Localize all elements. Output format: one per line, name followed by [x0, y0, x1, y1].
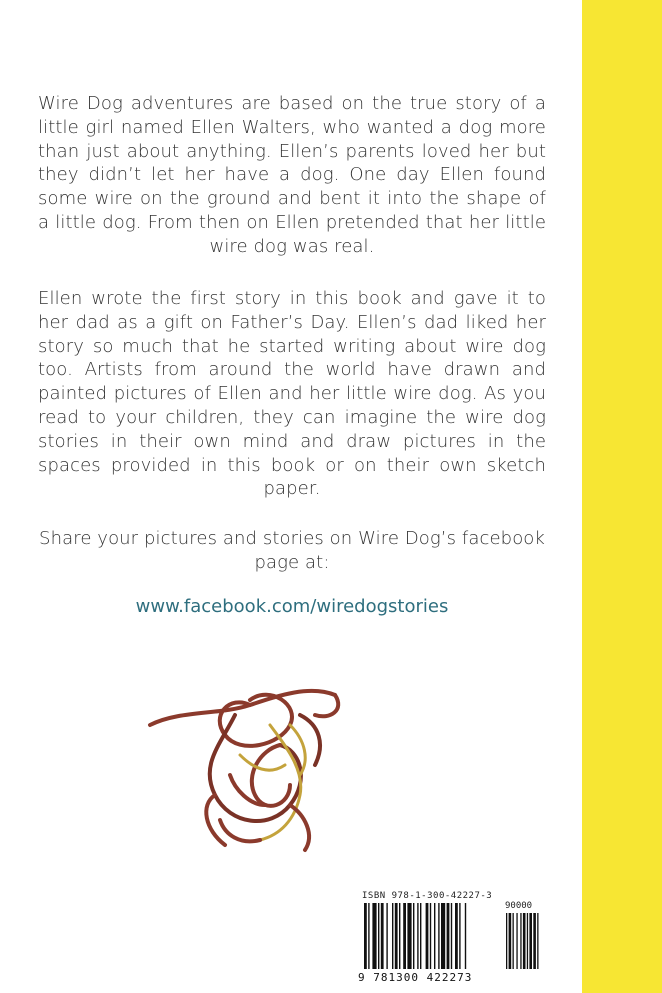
barcode-bar — [392, 903, 393, 969]
barcode-bar — [455, 903, 458, 969]
barcode-bar — [368, 903, 369, 969]
addon-bar — [513, 913, 514, 969]
barcode-bar — [420, 903, 421, 969]
intro-paragraph: Wire Dog adventures are based on the true story of a little girl named Ellen Walters, who wanted a dog more than just about anything. Ellen’s parents loved her but they didn’t let her have a dog. One day Ellen found some wire on the ground and bent it into the shape of a little dog. From then on Ellen pretended that her little wire dog was real. — [38, 93, 546, 257]
barcode-bar — [364, 903, 367, 969]
isbn-label: ISBN 978-1-300-42227-3 — [362, 891, 493, 901]
barcode-bar — [413, 903, 414, 969]
addon-bar — [533, 913, 536, 969]
barcode-bar — [386, 903, 387, 969]
barcode-bar — [372, 903, 376, 969]
story-paragraph: Ellen wrote the first story in this book and gave it to her dad as a gift on Father’s Day. Ellen’s dad liked her story so much that he started writing about wire dog too. Artists from around the world have drawn and painted pictures of Ellen and her little wire dog. As you read to your children, they can imagine the wire dog stories in their own mind and draw pictures in the spaces provided in this book or on their own sketch paper. — [38, 288, 546, 500]
barcode-bar — [381, 903, 384, 969]
barcode-bar — [438, 903, 439, 969]
price-code: 90000 — [505, 901, 533, 911]
barcode-bar — [441, 903, 445, 969]
addon-bar — [509, 913, 512, 969]
barcode-bar — [403, 903, 406, 969]
barcode-bar — [459, 903, 460, 969]
addon-bar — [520, 913, 521, 969]
addon-bar — [506, 913, 507, 969]
barcode-bar — [417, 903, 418, 969]
barcode-bar — [407, 903, 411, 969]
barcode-bar — [378, 903, 379, 969]
isbn-barcode — [358, 891, 554, 987]
facebook-link[interactable]: www.facebook.com/wiredogstories — [135, 596, 449, 617]
barcode-bars — [358, 901, 554, 971]
barcode-bar — [447, 903, 450, 969]
addon-bar — [529, 913, 532, 969]
barcode-bar — [399, 903, 400, 969]
share-text: Share your pictures and stories on Wire Dog’s facebook page at: — [39, 528, 545, 573]
barcode-bar — [434, 903, 435, 969]
addon-bar — [523, 913, 526, 969]
addon-bar — [527, 913, 528, 969]
addon-bar — [537, 913, 538, 969]
barcode-bar — [395, 903, 398, 969]
ean-digits: 9 781300 422273 — [358, 971, 473, 984]
addon-bar — [516, 913, 517, 969]
barcode-bar — [430, 903, 431, 969]
barcode-bar — [426, 903, 429, 969]
barcode-bar — [451, 903, 452, 969]
wire-dog-image — [140, 655, 355, 855]
yellow-spine-strip — [582, 0, 662, 993]
barcode-bar — [465, 903, 466, 969]
